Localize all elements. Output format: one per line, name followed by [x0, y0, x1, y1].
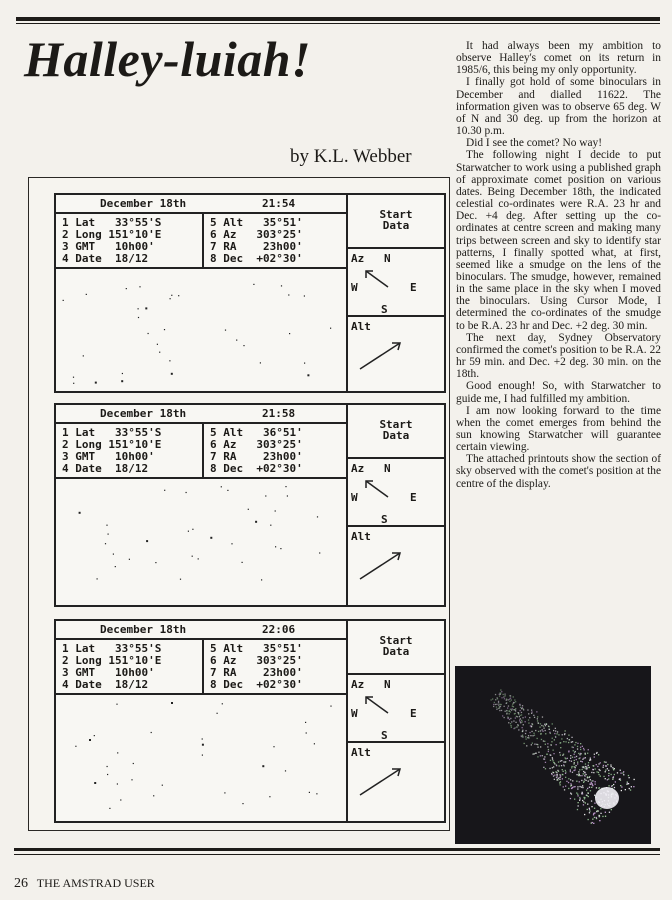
rows-divider: [202, 424, 204, 477]
start-data-label: Data: [382, 219, 410, 232]
alt-label: Alt: [351, 320, 371, 333]
east-label: E: [410, 281, 417, 294]
data-row: 5 Alt 35°51': [210, 216, 303, 229]
data-row: 8 Dec +02°30': [210, 678, 303, 691]
south-label: S: [381, 513, 388, 526]
north-label: N: [384, 252, 391, 265]
rows-left: [62, 643, 161, 691]
page-number: 26: [14, 876, 28, 891]
header-rule: [16, 17, 660, 21]
article-body: [456, 40, 661, 490]
comet-image: [455, 666, 651, 844]
start-data-label: Start: [379, 418, 413, 431]
data-row: 3 GMT 10h00': [62, 666, 155, 679]
article-paragraph: The next day, Sydney Observatory confirmed the comet's position to be R.A. 22 hr 59 min. and Dec. +2 deg. 30 min. on the 18th.: [456, 331, 661, 381]
start-data-label: Data: [382, 645, 410, 658]
data-row: 2 Long 151°10'E: [62, 654, 162, 667]
data-row: 3 GMT 10h00': [62, 450, 155, 463]
data-row: 7 RA 23h00': [210, 450, 303, 463]
azimuth-box: [348, 675, 444, 743]
printout-panel-2: [54, 403, 446, 607]
north-label: N: [384, 462, 391, 475]
data-row: 4 Date 18/12: [62, 462, 149, 475]
east-label: E: [410, 707, 417, 720]
article-paragraph: I am now looking forward to the time when the comet emerges from behind the sun knowing Starwatcher will guarantee certain viewing.: [456, 404, 661, 454]
rows-right: [210, 643, 303, 691]
data-row: 1 Lat 33°55'S: [62, 216, 162, 229]
data-row: 7 RA 23h00': [210, 240, 303, 253]
data-row: 4 Date 18/12: [62, 252, 149, 265]
alt-label: Alt: [351, 530, 371, 543]
data-row: 6 Az 303°25': [210, 438, 303, 451]
data-row: 1 Lat 33°55'S: [62, 642, 162, 655]
start-data-label: Start: [379, 208, 413, 221]
south-label: S: [381, 303, 388, 316]
azimuth-box: [348, 459, 444, 527]
printout-date: December 18th: [100, 197, 187, 210]
start-data-box: [348, 405, 444, 459]
footer-rule-thin: [14, 854, 660, 855]
printout-panel-3: [54, 619, 446, 823]
az-label: Az: [351, 462, 365, 475]
article-paragraph: The following night I decide to put Starwatcher to work using a published graph of approximate comet position on various dates. Being December 18th, the indicated celestial co-ordinates were R.A. 23 hr and Dec. +4 deg. After setting up the co-ordinates at centre screen and making many trips between screen and sky to identify star patterns, I finally spotted what, at first, seemed like a smudge on the lens of the binoculars. The smudge, however, remained in the same place in the sky when I moved the binoculars. Using Cursor Mode, I determined the co-ordinates of the smudge to be R.A. 23 hr and Dec. +2 deg. 30 min.: [456, 149, 661, 332]
rows-divider: [202, 640, 204, 693]
article-paragraph: It had always been my ambition to observe Halley's comet on its return in 1985/6, this being my only opportunity.: [456, 40, 661, 77]
west-label: W: [351, 491, 358, 504]
printout-panel-1: [54, 193, 446, 393]
north-label: N: [384, 678, 391, 691]
az-label: Az: [351, 678, 365, 691]
star-field: [56, 269, 344, 389]
article-paragraph: Good enough! So, with Starwatcher to guide me, I had fulfilled my ambition.: [456, 380, 661, 405]
south-label: S: [381, 729, 388, 742]
rows-right: [210, 427, 303, 475]
article-paragraph: Did I see the comet? No way!: [466, 137, 603, 150]
start-data-label: Data: [382, 429, 410, 442]
azimuth-arrow-icon: [360, 691, 400, 721]
printout-date: December 18th: [100, 407, 187, 420]
printouts-frame: [28, 177, 450, 831]
altitude-arrow-icon: [356, 763, 406, 799]
printout-time: 22:06: [262, 623, 296, 636]
printout-header: [56, 621, 346, 640]
comet-illustration: [455, 666, 651, 844]
azimuth-arrow-icon: [360, 265, 400, 295]
data-row: 3 GMT 10h00': [62, 240, 155, 253]
altitude-box: [348, 317, 444, 391]
rows-right: [210, 217, 303, 265]
printout-time: 21:58: [262, 407, 296, 420]
printout-data-rows: [56, 424, 346, 479]
footer-rule: [14, 848, 660, 851]
star-field: [56, 479, 344, 603]
printout-data-rows: [56, 214, 346, 269]
rows-divider: [202, 214, 204, 267]
article-byline: by K.L. Webber: [290, 146, 412, 167]
magazine-name: THE AMSTRAD USER: [36, 876, 155, 890]
data-row: 2 Long 151°10'E: [62, 438, 162, 451]
start-data-label: Start: [379, 634, 413, 647]
printout-date: December 18th: [100, 623, 187, 636]
altitude-box: [348, 527, 444, 605]
start-data-box: [348, 621, 444, 675]
data-row: 8 Dec +02°30': [210, 462, 303, 475]
page-footer: [14, 876, 155, 892]
data-row: 6 Az 303°25': [210, 228, 303, 241]
data-row: 8 Dec +02°30': [210, 252, 303, 265]
article-paragraph: I finally got hold of some binoculars in December and dialled 11622. The information given was to observe 65 deg. W of N and 30 deg. up from the horizon at 10.30 p.m.: [456, 76, 661, 138]
west-label: W: [351, 707, 358, 720]
azimuth-arrow-icon: [360, 475, 400, 505]
azimuth-box: [348, 249, 444, 317]
printout-header: [56, 405, 346, 424]
altitude-arrow-icon: [356, 337, 406, 373]
data-row: 5 Alt 36°51': [210, 426, 303, 439]
printout-time: 21:54: [262, 197, 296, 210]
printout-data-rows: [56, 640, 346, 695]
altitude-box: [348, 743, 444, 821]
altitude-arrow-icon: [356, 547, 406, 583]
article-paragraph: The attached printouts show the section of sky observed with the comet's position at the centre of the display.: [456, 453, 661, 490]
data-row: 2 Long 151°10'E: [62, 228, 162, 241]
data-row: 4 Date 18/12: [62, 678, 149, 691]
start-data-box: [348, 195, 444, 249]
az-label: Az: [351, 252, 365, 265]
east-label: E: [410, 491, 417, 504]
west-label: W: [351, 281, 358, 294]
data-row: 1 Lat 33°55'S: [62, 426, 162, 439]
rows-left: [62, 217, 161, 265]
article-title: Halley-luiah!: [24, 31, 312, 87]
star-field: [56, 695, 344, 819]
data-row: 5 Alt 35°51': [210, 642, 303, 655]
alt-label: Alt: [351, 746, 371, 759]
data-row: 7 RA 23h00': [210, 666, 303, 679]
printout-header: [56, 195, 346, 214]
rows-left: [62, 427, 161, 475]
header-rule-thin: [16, 23, 660, 24]
data-row: 6 Az 303°25': [210, 654, 303, 667]
